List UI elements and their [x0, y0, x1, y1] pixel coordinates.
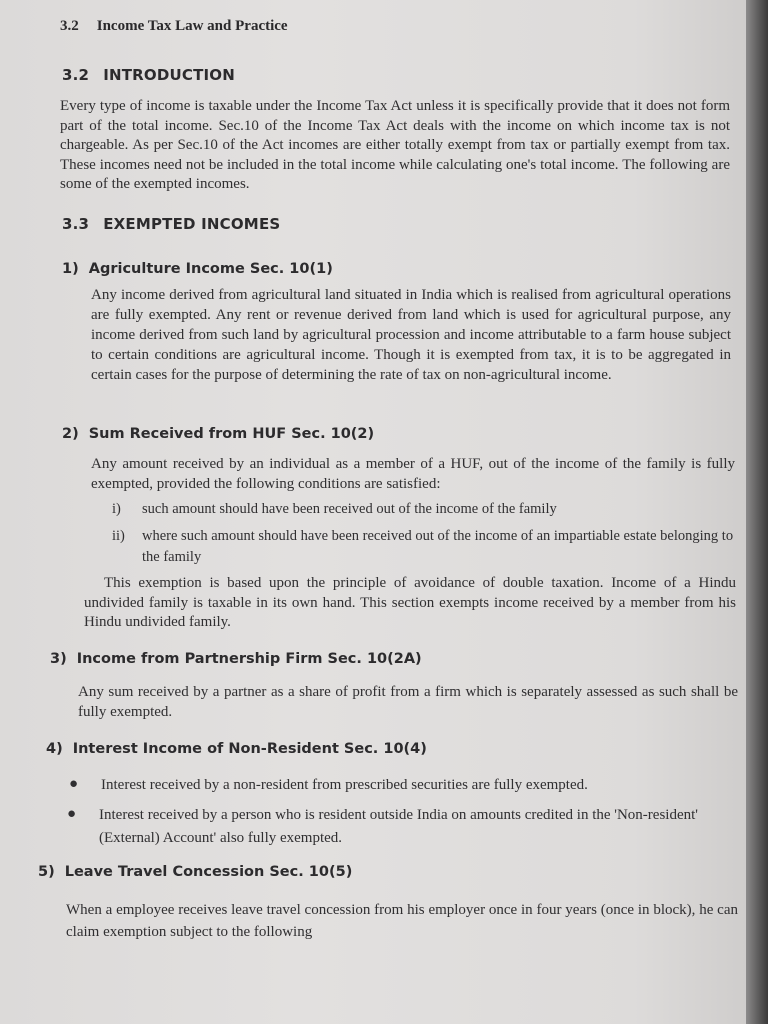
condition-text: such amount should have been received out of the income of the family — [142, 501, 557, 517]
bullet-dot: ● — [69, 776, 79, 792]
page-number: 3.2 — [60, 18, 79, 34]
condition-marker: i) — [112, 501, 121, 517]
partnership-paragraph: Any sum received by a partner as a share of profit from a firm which is separately assessed as such shall be fully exempted. — [78, 684, 738, 720]
bullet-text: Interest received by a person who is resident outside India on amounts credited in the 'Non-resident' (External) Account' also fully exempted. — [99, 807, 698, 846]
bullet-dot: ● — [67, 806, 77, 822]
bullet-text: Interest received by a non-resident from prescribed securities are fully exempted. — [101, 777, 588, 793]
huf-note-paragraph: This exemption is based upon the principle of avoidance of double taxation. Income of a Hindu undivided family is taxable in its own hand. This section exempts income received by a member from his Hindu undivided family. — [84, 575, 736, 630]
section-heading-introduction: 3.2 INTRODUCTION — [62, 66, 236, 84]
introduction-paragraph: Every type of income is taxable under the Income Tax Act unless it is specifically provide that it does not form part of the total income. Sec.10 of the Income Tax Act deals with the income on which income tax is not chargeable. As per Sec.10 of the Act incomes are either totally exempt from tax or partially exempt from tax. These incomes need not be included in the total income while calculating one's total income. The following are some of the exempted incomes. — [60, 98, 730, 192]
item-heading-huf: 2) Sum Received from HUF Sec. 10(2) — [62, 426, 375, 442]
condition-marker: ii) — [112, 528, 125, 544]
page-edge-shadow — [746, 0, 768, 1024]
item-heading-agriculture: 1) Agriculture Income Sec. 10(1) — [62, 261, 333, 277]
condition-text: where such amount should have been received out of the income of an impartiable estate belonging to the family — [142, 528, 734, 565]
huf-condition — [112, 526, 734, 568]
item-heading-partnership: 3) Income from Partnership Firm Sec. 10(2A) — [50, 651, 422, 667]
section-heading-exempted-incomes: 3.3 EXEMPTED INCOMES — [62, 215, 281, 233]
huf-paragraph: Any amount received by an individual as a member of a HUF, out of the income of the family is fully exempted, provided the following conditions are satisfied: — [91, 456, 735, 492]
running-header — [60, 18, 288, 35]
item-heading-leave-travel: 5) Leave Travel Concession Sec. 10(5) — [38, 864, 353, 880]
book-title: Income Tax Law and Practice — [96, 18, 288, 34]
agriculture-paragraph: Any income derived from agricultural land situated in India which is realised from agricultural operations are fully exempted. Any rent or revenue derived from land which is used for agricultural purpose, any income derived from such land by agricultural procession and income attributable to a farm house subject to certain conditions are agricultural income. Though it is exempted from tax, it is to be aggregated in certain cases for the purpose of determining the rate of tax on non-agricultural income. — [91, 287, 731, 383]
leave-travel-paragraph: When a employee receives leave travel concession from his employer once in four years (once in block), he can claim exemption subject to the following — [66, 902, 738, 940]
item-heading-non-resident: 4) Interest Income of Non-Resident Sec. 10(4) — [46, 741, 427, 757]
bullet-item — [67, 804, 739, 850]
bullet-item — [69, 774, 737, 797]
huf-condition — [112, 499, 734, 520]
